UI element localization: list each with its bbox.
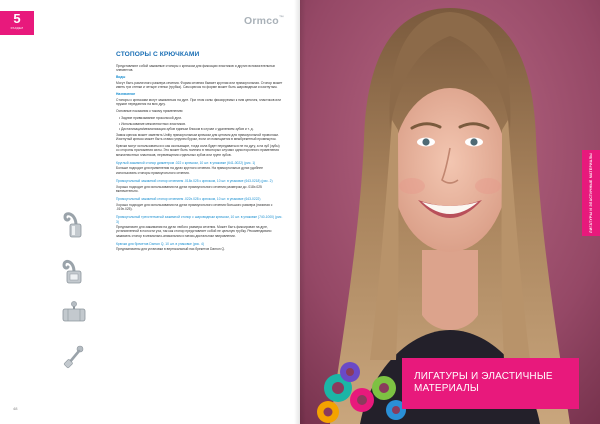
- product-name: Прямоугольный трехстенчатый зажимной стопор с шаровидным крючком, 10 шт. в упаковке (740-1000) (рис. 3): [116, 215, 283, 224]
- section-tab: [0, 11, 34, 35]
- brand-name: Ormco: [244, 15, 279, 27]
- brand-trademark: ™: [278, 15, 285, 21]
- section-number: 5: [13, 11, 21, 26]
- section-banner: [402, 358, 579, 409]
- intro-paragraph: Представляют собой зажимные стопоры с крючком для фиксации эластиков и других вспомогательных элементов.: [116, 64, 276, 73]
- article: [116, 51, 284, 254]
- side-tab: [582, 150, 600, 236]
- unity-paragraph: Замок крючок может заменять Unitty прямоугольным крючком для цепочек для прямоугольной проволоки. Изогнутый крючок может быть ставко упругим буром, если он помещается в межбрекетный промежуток.: [116, 132, 279, 142]
- product-note: Предназначены для установки в вертикальный паз брекетов Damon Q.: [116, 247, 226, 252]
- ball-hook-stop-icon: [60, 301, 88, 327]
- apply-paragraph: Крючки могут использоваться и как скользящие, тогда сила будет передаваться не на дугу, а на зуб (зубы) со стороны приложения силы. Это может быть полезно в некоторых случаях односторонного применения межчелюстных эластиков, перемещении отдельных зубов или групп зубов.: [116, 144, 280, 157]
- bullet-item: • Использование межчелюстных эластиков.: [119, 121, 186, 126]
- product-name: Прямоугольный зажимной стопор сечением .022x.028 с крючком, 10 шт. в упаковке (643-0222): [116, 197, 261, 202]
- brand-logo: [244, 15, 284, 27]
- round-hook-stop-icon: [60, 205, 86, 241]
- banner-title: [414, 371, 553, 395]
- types-paragraph: Могут быть различного размера сечения. Форма сечения бывает круглая или прямоугольная. Стопор может иметь три стенки и четыре стенки (трубка). Сам крючок по форме может быть шаровидным и изогнутым.: [116, 80, 283, 90]
- damon-q-hook-icon: [62, 344, 86, 370]
- page-gutter: [294, 0, 306, 424]
- product-name: Прямоугольный зажимной стопор сечением .018x.025 с крючком, 10 шт. в упаковке (643-0218) (рис. 2): [116, 179, 273, 184]
- types-heading: Виды: [116, 75, 126, 80]
- page-number: 48: [13, 406, 18, 411]
- product-note: Хорошо подходит для использования на дугах прямоугольного сечения большого размера (начиная с .019x.025).: [116, 202, 273, 211]
- bullet-item: • Дистализация/мезиализация зубов единым блоком в случае с удалением зубов и т. д.: [119, 127, 254, 132]
- page-title: СТОПОРЫ С КРЮЧКАМИ: [116, 51, 200, 58]
- banner-line-1: ЛИГАТУРЫ И ЭЛАСТИЧНЫЕ: [414, 371, 553, 382]
- section-label: РАЗДЕЛ: [10, 26, 24, 30]
- purpose-heading: Назначение: [116, 92, 136, 97]
- banner-line-2: МАТЕРИАЛЫ: [414, 383, 479, 394]
- purpose-paragraph: Стопоры с крючками могут зажиматься на дуге. При этом силы фиксируемых к ним цепочек, эластиков или пружин передаются на всю дугу.: [116, 97, 282, 107]
- product-name: Круглый зажимной стопор диаметром .022 с крючком, 10 шт. в упаковке (641-0022) (рис. 1): [116, 160, 256, 165]
- product-name: Крючки для брекетов Damon Q, 10 шт. в упаковке (рис. 4): [116, 241, 204, 246]
- bullet-item: • Задние привязывание прокольчой дуги.: [119, 115, 182, 120]
- product-note: Предназначен для зажимания на дугах любого размера сечения. Может быть фиксирован на дуге, установленной в полости уха, так как стопор представляет собой не цельную трубку. Рекомендовано зажимать стопор в мезиально-апикальном и мезио-дистальном направлении.: [116, 224, 272, 238]
- product-note: Хорошо подходит для использования на дугах прямоугольного сечения размером до .018x.025 включительно.: [116, 184, 262, 193]
- indications-heading: Основные показания к такому применению:: [116, 108, 184, 113]
- side-tab-label: ЛИГАТУРЫ И ЭЛАСТИЧНЫЕ МАТЕРИАЛЫ: [589, 153, 593, 233]
- product-note: Больше подходит для применения на дугах круглого сечения. На прямоугольных дугах удобнее использовать стопоры прямоугольного сечения.: [116, 166, 263, 175]
- rectangular-hook-stop-icon: [60, 254, 86, 288]
